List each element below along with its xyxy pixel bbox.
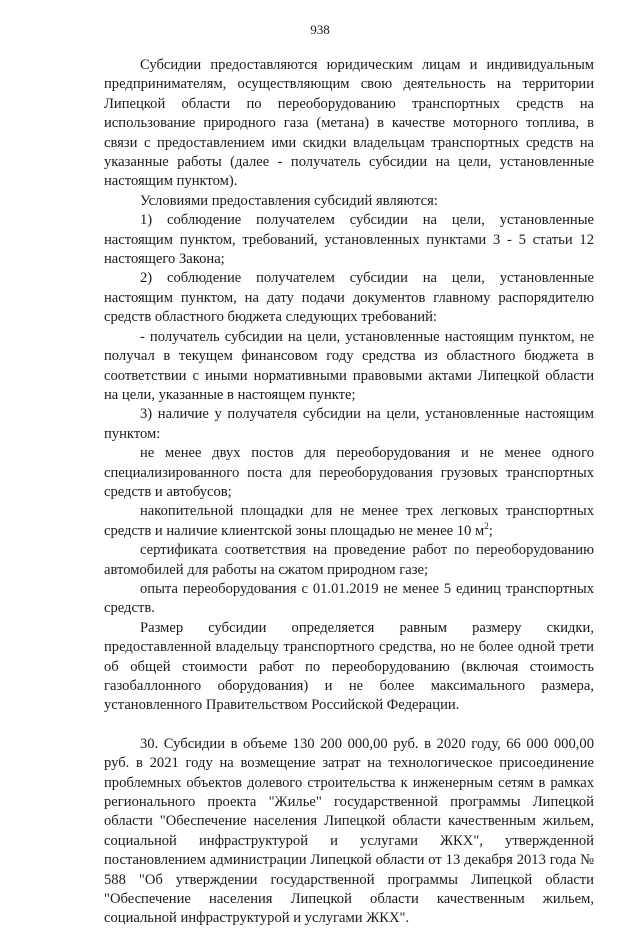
paragraph-conditions-heading: Условиями предоставления субсидий являются: bbox=[140, 192, 438, 209]
paragraph-subsidy-size: Размер субсидии определяется равным размеру скидки, предоставленной владельцу транспортного средства, но не более одной трети об общей стоимости работ по переоборудованию (включая стоимость газобаллонного оборудования) и не более максимального размера, установленного Правительством Российской Федерации. bbox=[104, 619, 594, 714]
storage-area-tail: ; bbox=[488, 522, 493, 539]
paragraph-posts: не менее двух постов для переоборудования и не менее одного специализированного поста для переоборудования грузовых транспортных средств и автобусов; bbox=[104, 445, 594, 500]
paragraph-condition-2-item: - получатель субсидии на цели, установленные настоящим пунктом, не получал в текущем финансовом году средства из областного бюджета в соответствии с иными нормативными правовыми актами Липецкой области на цели, указанные в настоящем пункте; bbox=[104, 328, 594, 403]
paragraph-certificate: сертификата соответствия на проведение работ по переоборудованию автомобилей для работы на сжатом природном газе; bbox=[104, 542, 594, 578]
page-number: 938 bbox=[310, 22, 330, 37]
superscript-2: 2 bbox=[484, 520, 489, 531]
paragraph-item-30: 30. Субсидии в объеме 130 200 000,00 руб. в 2020 году, 66 000 000,00 руб. в 2021 году на возмещение затрат на технологическое присоединение проблемных объектов долевого строительства к инженерным сетям в рамках регионального проекта "Жилье" государственной программы Липецкой области "Обеспечение населения Липецкой области качественным жильем, социальной инфраструктурой и услугами ЖКХ", утвержденной постановлением администрации Липецкой области от 13 декабря 2013 года № 588 "Об утверждении государственной программы Липецкой области "Обеспечение населения Липецкой области качественным жильем, социальной инфраструктурой и услугами ЖКХ". bbox=[104, 735, 594, 927]
storage-area-text: накопительной площадки для не менее трех легковых транспортных средств и наличие клиентской зоны площадью не менее 10 м bbox=[104, 503, 594, 539]
paragraph-experience: опыта переоборудования с 01.01.2019 не менее 5 единиц транспортных средств. bbox=[104, 580, 594, 617]
document-body bbox=[104, 56, 594, 929]
paragraph-condition-3: 3) наличие у получателя субсидии на цели, установленные настоящим пунктом: bbox=[104, 406, 594, 442]
paragraph-storage-area bbox=[104, 502, 594, 541]
paragraph-condition-1: 1) соблюдение получателем субсидии на цели, установленные настоящим пунктом, требований, установленных пунктами 3 - 5 статьи 12 настоящего Закона; bbox=[104, 212, 594, 268]
paragraph-condition-2: 2) соблюдение получателем субсидии на цели, установленные настоящим пунктом, на дату подачи документов главному распорядителю средств областного бюджета следующих требований: bbox=[104, 270, 594, 326]
paragraph-subsidy-recipients: Субсидии предоставляются юридическим лицам и индивидуальным предпринимателям, осуществляющим свою деятельность на территории Липецкой области по переоборудованию транспортных средств на использование природного газа (метана) в качестве моторного топлива, в связи с предоставлением ими скидки владельцам транспортных средств на указанные работы (далее - получатель субсидии на цели, установленные настоящим пунктом). bbox=[104, 57, 594, 190]
